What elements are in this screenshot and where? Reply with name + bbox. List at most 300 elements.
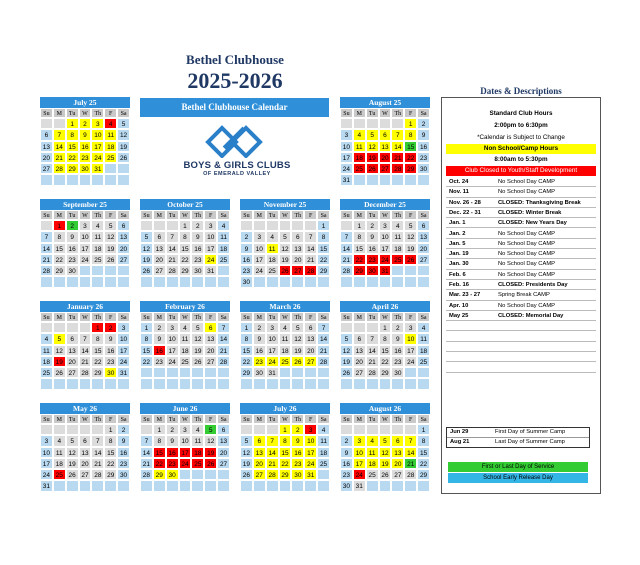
day-cell: 10 bbox=[353, 447, 366, 458]
empty-cell bbox=[353, 378, 366, 389]
day-cell: 15 bbox=[104, 447, 117, 458]
day-cell: 13 bbox=[79, 447, 92, 458]
empty-cell bbox=[391, 378, 404, 389]
day-cell: 2 bbox=[66, 220, 79, 231]
weekday-label: Su bbox=[340, 210, 353, 220]
day-cell: 3 bbox=[379, 220, 392, 231]
empty-cell bbox=[366, 378, 379, 389]
weekday-label: Th bbox=[191, 210, 204, 220]
day-cell: 12 bbox=[66, 447, 79, 458]
day-cell: 3 bbox=[304, 424, 317, 435]
weekday-label: W bbox=[179, 312, 192, 322]
day-cell: 1 bbox=[279, 424, 292, 435]
day-cell: 8 bbox=[140, 333, 153, 344]
empty-cell bbox=[291, 367, 304, 378]
day-cell: 26 bbox=[191, 356, 204, 367]
empty-cell bbox=[266, 276, 279, 287]
weekday-label: F bbox=[204, 210, 217, 220]
empty-cell bbox=[53, 424, 66, 435]
weekday-label: M bbox=[253, 312, 266, 322]
day-cell: 25 bbox=[353, 163, 366, 174]
weekday-label: F bbox=[104, 210, 117, 220]
weekday-label: Sa bbox=[217, 312, 230, 322]
month-calendar bbox=[340, 97, 430, 186]
day-cell: 9 bbox=[391, 333, 404, 344]
day-cell: 10 bbox=[404, 333, 417, 344]
day-cell: 14 bbox=[366, 345, 379, 356]
day-cell: 3 bbox=[40, 435, 53, 446]
day-cell: 23 bbox=[253, 356, 266, 367]
day-cell: 5 bbox=[66, 435, 79, 446]
day-cell: 5 bbox=[366, 129, 379, 140]
day-cell: 13 bbox=[304, 333, 317, 344]
day-cell: 3 bbox=[340, 129, 353, 140]
day-cell: 26 bbox=[104, 254, 117, 265]
weekday-label: Tu bbox=[266, 210, 279, 220]
day-cell: 1 bbox=[153, 424, 166, 435]
day-cell: 13 bbox=[117, 231, 130, 242]
weekday-label: Su bbox=[240, 312, 253, 322]
day-cell: 4 bbox=[366, 435, 379, 446]
day-cell: 29 bbox=[91, 367, 104, 378]
day-cell: 22 bbox=[179, 254, 192, 265]
day-cell: 27 bbox=[291, 265, 304, 276]
weekday-label: Tu bbox=[266, 312, 279, 322]
event-row bbox=[446, 229, 596, 239]
empty-cell bbox=[240, 424, 253, 435]
day-cell: 23 bbox=[117, 458, 130, 469]
empty-cell bbox=[40, 378, 53, 389]
day-cell: 13 bbox=[153, 243, 166, 254]
empty-cell bbox=[417, 378, 430, 389]
day-cell: 2 bbox=[291, 424, 304, 435]
day-cell: 5 bbox=[240, 435, 253, 446]
empty-cell bbox=[379, 276, 392, 287]
weekday-label: Su bbox=[340, 108, 353, 118]
day-cell: 17 bbox=[179, 447, 192, 458]
day-cell: 5 bbox=[291, 322, 304, 333]
weekday-label: F bbox=[104, 108, 117, 118]
empty-cell bbox=[379, 480, 392, 491]
empty-cell bbox=[391, 276, 404, 287]
day-cell: 14 bbox=[53, 141, 66, 152]
day-cell: 30 bbox=[391, 367, 404, 378]
empty-cell bbox=[253, 480, 266, 491]
day-cell: 4 bbox=[179, 322, 192, 333]
day-cell: 28 bbox=[217, 356, 230, 367]
day-cell: 17 bbox=[404, 345, 417, 356]
day-cell: 20 bbox=[391, 458, 404, 469]
empty-cell bbox=[417, 480, 430, 491]
empty-cell bbox=[404, 174, 417, 185]
summer-row bbox=[447, 438, 589, 447]
weekday-label: Sa bbox=[117, 414, 130, 424]
day-cell: 27 bbox=[417, 254, 430, 265]
event-row bbox=[446, 332, 596, 342]
day-cell: 25 bbox=[317, 458, 330, 469]
day-cell: 27 bbox=[253, 469, 266, 480]
month-title: July 25 bbox=[40, 97, 130, 108]
logo-subtitle: OF EMERALD VALLEY bbox=[203, 171, 271, 177]
weekday-label: Th bbox=[391, 312, 404, 322]
month-title: August 26 bbox=[340, 403, 430, 414]
weekday-label: M bbox=[353, 312, 366, 322]
event-date: Mar. 23 - 27 bbox=[449, 292, 481, 299]
day-cell: 15 bbox=[417, 447, 430, 458]
day-cell: 31 bbox=[266, 367, 279, 378]
day-cell: 16 bbox=[104, 345, 117, 356]
empty-cell bbox=[353, 322, 366, 333]
day-cell: 14 bbox=[79, 345, 92, 356]
empty-cell bbox=[66, 322, 79, 333]
day-cell: 27 bbox=[79, 469, 92, 480]
day-cell: 19 bbox=[204, 447, 217, 458]
event-date: Nov. 26 - 28 bbox=[449, 199, 481, 206]
empty-cell bbox=[279, 276, 292, 287]
day-cell: 3 bbox=[91, 118, 104, 129]
day-cell: 13 bbox=[291, 243, 304, 254]
day-cell: 31 bbox=[353, 480, 366, 491]
day-cell: 20 bbox=[79, 458, 92, 469]
event-row bbox=[446, 311, 596, 321]
weekday-label: Su bbox=[40, 414, 53, 424]
weekday-label: Th bbox=[91, 312, 104, 322]
empty-cell bbox=[240, 220, 253, 231]
day-cell: 18 bbox=[391, 243, 404, 254]
day-cell: 25 bbox=[91, 254, 104, 265]
day-cell: 5 bbox=[104, 220, 117, 231]
day-cell: 22 bbox=[53, 254, 66, 265]
day-cell: 1 bbox=[140, 322, 153, 333]
day-cell: 11 bbox=[104, 129, 117, 140]
day-cell: 29 bbox=[353, 265, 366, 276]
day-cell: 3 bbox=[179, 424, 192, 435]
empty-cell bbox=[66, 276, 79, 287]
day-cell: 23 bbox=[417, 152, 430, 163]
day-cell: 18 bbox=[366, 458, 379, 469]
day-cell: 12 bbox=[140, 243, 153, 254]
empty-cell bbox=[391, 480, 404, 491]
day-cell: 11 bbox=[217, 231, 230, 242]
empty-cell bbox=[317, 378, 330, 389]
event-row bbox=[446, 239, 596, 249]
day-cell: 8 bbox=[153, 435, 166, 446]
day-cell: 12 bbox=[204, 435, 217, 446]
weekday-label: M bbox=[153, 210, 166, 220]
weekday-label: W bbox=[379, 414, 392, 424]
day-cell: 26 bbox=[140, 265, 153, 276]
day-cell: 18 bbox=[279, 345, 292, 356]
event-row bbox=[446, 342, 596, 352]
day-cell: 6 bbox=[353, 333, 366, 344]
day-cell: 16 bbox=[66, 243, 79, 254]
day-cell: 19 bbox=[366, 152, 379, 163]
day-cell: 28 bbox=[304, 265, 317, 276]
day-cell: 14 bbox=[217, 333, 230, 344]
month-title: June 26 bbox=[140, 403, 230, 414]
day-cell: 29 bbox=[179, 265, 192, 276]
day-cell: 8 bbox=[240, 333, 253, 344]
day-cell: 14 bbox=[91, 447, 104, 458]
event-row bbox=[446, 362, 596, 372]
legend-blue: School Early Release Day bbox=[448, 473, 588, 483]
weekday-label: M bbox=[53, 108, 66, 118]
month-calendar bbox=[140, 199, 230, 288]
day-cell: 11 bbox=[279, 333, 292, 344]
day-cell: 29 bbox=[153, 469, 166, 480]
day-cell: 20 bbox=[253, 458, 266, 469]
day-cell: 16 bbox=[79, 141, 92, 152]
month-calendar bbox=[140, 301, 230, 390]
day-cell: 24 bbox=[340, 163, 353, 174]
day-cell: 12 bbox=[366, 141, 379, 152]
day-cell: 23 bbox=[79, 152, 92, 163]
empty-cell bbox=[317, 469, 330, 480]
day-cell: 1 bbox=[379, 322, 392, 333]
empty-cell bbox=[53, 378, 66, 389]
day-cell: 9 bbox=[240, 243, 253, 254]
empty-cell bbox=[66, 378, 79, 389]
weekday-label: F bbox=[104, 414, 117, 424]
event-row bbox=[446, 259, 596, 269]
day-cell: 27 bbox=[379, 163, 392, 174]
day-cell: 2 bbox=[240, 231, 253, 242]
day-cell: 30 bbox=[191, 265, 204, 276]
empty-cell bbox=[91, 378, 104, 389]
empty-cell bbox=[417, 367, 430, 378]
empty-cell bbox=[379, 424, 392, 435]
day-cell: 10 bbox=[91, 129, 104, 140]
day-cell: 15 bbox=[353, 243, 366, 254]
empty-cell bbox=[104, 276, 117, 287]
day-cell: 13 bbox=[66, 345, 79, 356]
day-cell: 1 bbox=[404, 118, 417, 129]
day-cell: 25 bbox=[191, 458, 204, 469]
empty-cell bbox=[204, 378, 217, 389]
day-cell: 24 bbox=[179, 458, 192, 469]
day-cell: 14 bbox=[391, 141, 404, 152]
day-cell: 15 bbox=[240, 345, 253, 356]
day-cell: 6 bbox=[153, 231, 166, 242]
day-cell: 27 bbox=[117, 254, 130, 265]
day-cell: 23 bbox=[391, 356, 404, 367]
day-cell: 22 bbox=[66, 152, 79, 163]
day-cell: 24 bbox=[253, 265, 266, 276]
empty-cell bbox=[291, 220, 304, 231]
weekday-label: W bbox=[79, 108, 92, 118]
empty-cell bbox=[179, 378, 192, 389]
day-cell: 2 bbox=[166, 424, 179, 435]
empty-cell bbox=[79, 480, 92, 491]
day-cell: 19 bbox=[117, 141, 130, 152]
month-title: February 26 bbox=[140, 301, 230, 312]
day-cell: 14 bbox=[40, 243, 53, 254]
day-cell: 16 bbox=[340, 458, 353, 469]
day-cell: 2 bbox=[366, 220, 379, 231]
empty-cell bbox=[53, 118, 66, 129]
empty-cell bbox=[240, 480, 253, 491]
day-cell: 7 bbox=[140, 435, 153, 446]
event-date: Oct. 24 bbox=[449, 179, 469, 185]
empty-cell bbox=[40, 424, 53, 435]
day-cell: 9 bbox=[153, 333, 166, 344]
day-cell: 15 bbox=[279, 447, 292, 458]
day-cell: 4 bbox=[417, 322, 430, 333]
day-cell: 4 bbox=[391, 220, 404, 231]
empty-cell bbox=[66, 424, 79, 435]
day-cell: 4 bbox=[104, 118, 117, 129]
weekday-label: Tu bbox=[166, 312, 179, 322]
legend-green: First or Last Day of Service bbox=[448, 462, 588, 472]
day-cell: 10 bbox=[166, 333, 179, 344]
day-cell: 26 bbox=[340, 367, 353, 378]
weekday-label: Sa bbox=[317, 312, 330, 322]
empty-cell bbox=[104, 174, 117, 185]
day-cell: 25 bbox=[104, 152, 117, 163]
day-cell: 17 bbox=[379, 243, 392, 254]
weekday-label: Tu bbox=[166, 210, 179, 220]
weekday-label: Th bbox=[291, 210, 304, 220]
day-cell: 24 bbox=[266, 356, 279, 367]
empty-cell bbox=[404, 265, 417, 276]
weekday-label: Su bbox=[240, 210, 253, 220]
empty-cell bbox=[217, 480, 230, 491]
subject-note: *Calendar is Subject to Change bbox=[477, 134, 565, 141]
day-cell: 6 bbox=[217, 424, 230, 435]
weekday-label: Sa bbox=[417, 108, 430, 118]
day-cell: 18 bbox=[40, 356, 53, 367]
day-cell: 7 bbox=[217, 322, 230, 333]
weekday-label: Tu bbox=[66, 312, 79, 322]
event-text: CLOSED: New Years Day bbox=[498, 220, 567, 227]
day-cell: 21 bbox=[404, 458, 417, 469]
empty-cell bbox=[340, 118, 353, 129]
weekday-label: Th bbox=[391, 414, 404, 424]
day-cell: 12 bbox=[291, 333, 304, 344]
empty-cell bbox=[253, 424, 266, 435]
weekday-label: Su bbox=[140, 414, 153, 424]
month-calendar bbox=[340, 301, 430, 390]
day-cell: 30 bbox=[417, 163, 430, 174]
empty-cell bbox=[40, 174, 53, 185]
empty-cell bbox=[79, 322, 92, 333]
day-cell: 20 bbox=[153, 254, 166, 265]
day-cell: 10 bbox=[79, 231, 92, 242]
empty-cell bbox=[266, 220, 279, 231]
event-text: No School Day CAMP bbox=[498, 179, 556, 185]
day-cell: 31 bbox=[40, 480, 53, 491]
summer-row bbox=[447, 428, 589, 438]
day-cell: 18 bbox=[353, 152, 366, 163]
empty-cell bbox=[153, 220, 166, 231]
empty-cell bbox=[353, 276, 366, 287]
day-cell: 14 bbox=[304, 243, 317, 254]
camp-time: 8:00am to 5:30pm bbox=[494, 156, 548, 163]
hours-title: Standard Club Hours bbox=[489, 110, 553, 117]
day-cell: 10 bbox=[304, 435, 317, 446]
weekday-label: F bbox=[304, 414, 317, 424]
empty-cell bbox=[217, 276, 230, 287]
day-cell: 30 bbox=[66, 265, 79, 276]
day-cell: 18 bbox=[417, 345, 430, 356]
day-cell: 20 bbox=[353, 356, 366, 367]
weekday-label: Tu bbox=[366, 414, 379, 424]
empty-cell bbox=[291, 480, 304, 491]
day-cell: 5 bbox=[279, 231, 292, 242]
day-cell: 17 bbox=[79, 243, 92, 254]
empty-cell bbox=[166, 367, 179, 378]
hours-time: 2:00pm to 6:30pm bbox=[494, 122, 548, 129]
month-calendar bbox=[240, 301, 330, 390]
day-cell: 24 bbox=[40, 469, 53, 480]
day-cell: 6 bbox=[79, 435, 92, 446]
day-cell: 23 bbox=[240, 265, 253, 276]
day-cell: 8 bbox=[379, 333, 392, 344]
empty-cell bbox=[140, 276, 153, 287]
weekday-label: W bbox=[279, 210, 292, 220]
day-cell: 30 bbox=[253, 367, 266, 378]
empty-cell bbox=[179, 276, 192, 287]
day-cell: 5 bbox=[379, 435, 392, 446]
weekday-label: Th bbox=[291, 312, 304, 322]
day-cell: 7 bbox=[40, 231, 53, 242]
empty-cell bbox=[91, 276, 104, 287]
day-cell: 9 bbox=[366, 231, 379, 242]
logo-name: BOYS & GIRLS CLUBS bbox=[183, 160, 291, 171]
day-cell: 14 bbox=[317, 333, 330, 344]
day-cell: 4 bbox=[353, 129, 366, 140]
day-cell: 9 bbox=[104, 333, 117, 344]
month-calendar bbox=[40, 301, 130, 390]
empty-cell bbox=[304, 480, 317, 491]
day-cell: 20 bbox=[417, 243, 430, 254]
day-cell: 12 bbox=[191, 333, 204, 344]
day-cell: 9 bbox=[79, 129, 92, 140]
month-calendar bbox=[40, 199, 130, 288]
weekday-label: Su bbox=[140, 210, 153, 220]
day-cell: 24 bbox=[379, 254, 392, 265]
weekday-label: W bbox=[79, 312, 92, 322]
day-cell: 19 bbox=[240, 458, 253, 469]
event-date: Nov. 11 bbox=[449, 189, 469, 196]
day-cell: 24 bbox=[79, 254, 92, 265]
day-cell: 7 bbox=[53, 129, 66, 140]
day-cell: 11 bbox=[417, 333, 430, 344]
day-cell: 25 bbox=[179, 356, 192, 367]
day-cell: 6 bbox=[417, 220, 430, 231]
day-cell: 19 bbox=[140, 254, 153, 265]
day-cell: 26 bbox=[117, 152, 130, 163]
event-row bbox=[446, 187, 596, 197]
empty-cell bbox=[40, 276, 53, 287]
day-cell: 17 bbox=[340, 152, 353, 163]
empty-cell bbox=[117, 276, 130, 287]
day-cell: 21 bbox=[266, 458, 279, 469]
day-cell: 21 bbox=[391, 152, 404, 163]
day-cell: 1 bbox=[417, 424, 430, 435]
weekday-label: Th bbox=[191, 312, 204, 322]
day-cell: 23 bbox=[340, 469, 353, 480]
weekday-label: F bbox=[204, 312, 217, 322]
empty-cell bbox=[391, 424, 404, 435]
empty-cell bbox=[340, 424, 353, 435]
day-cell: 19 bbox=[340, 356, 353, 367]
day-cell: 7 bbox=[317, 322, 330, 333]
day-cell: 3 bbox=[79, 220, 92, 231]
day-cell: 7 bbox=[91, 435, 104, 446]
month-title: October 25 bbox=[140, 199, 230, 210]
empty-cell bbox=[317, 480, 330, 491]
